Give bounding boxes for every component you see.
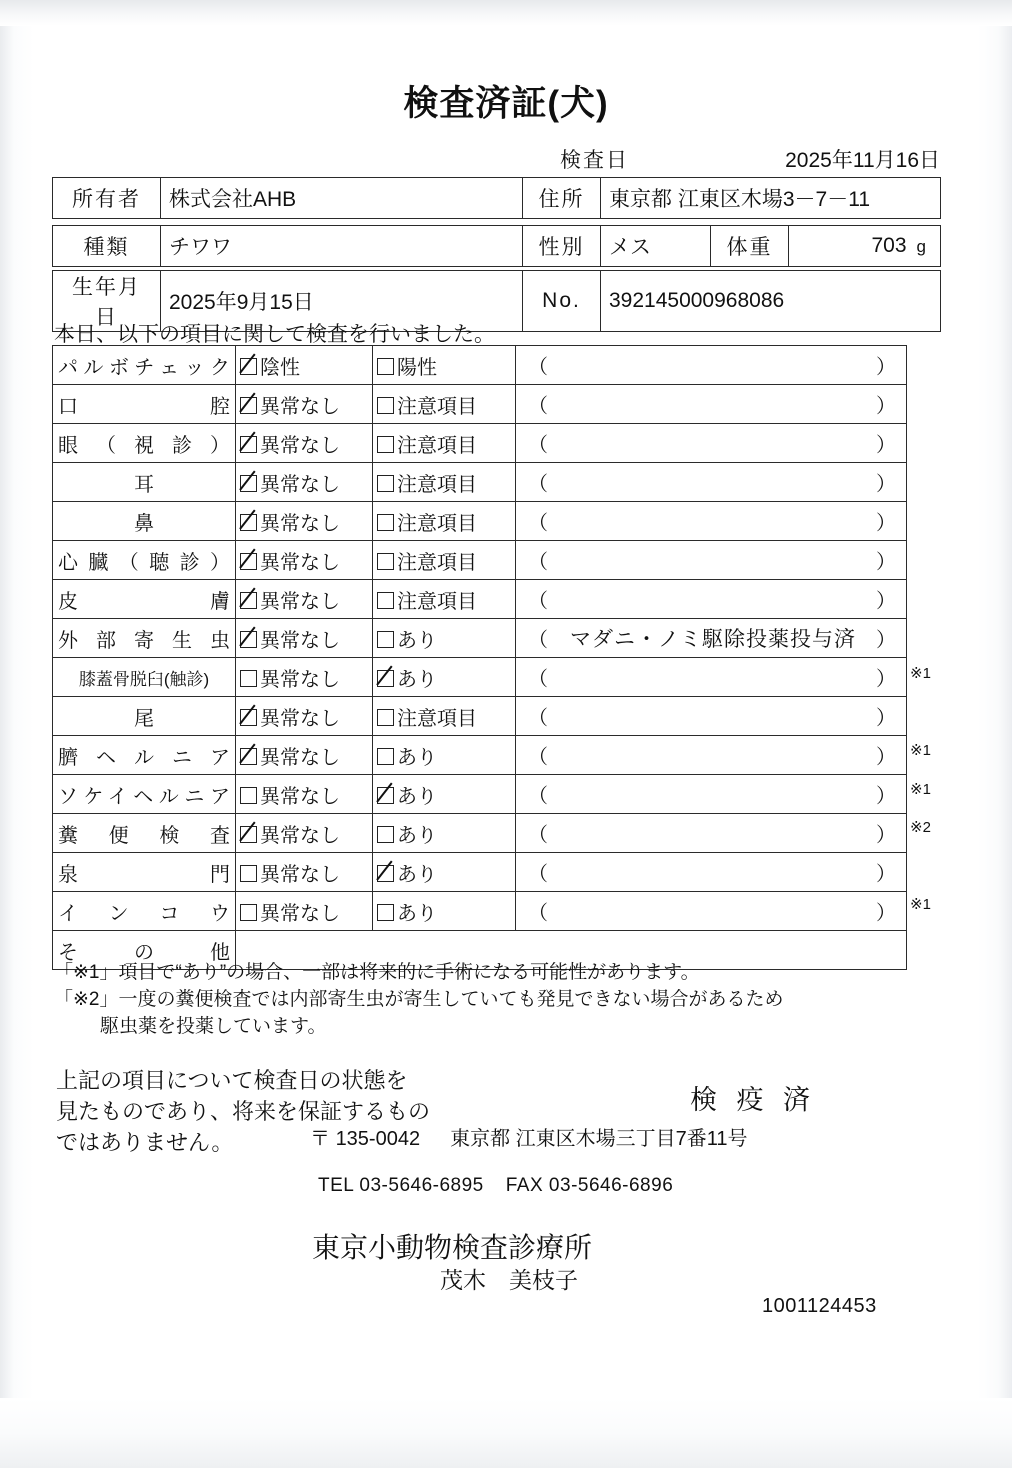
paren-left: （ bbox=[528, 590, 548, 613]
exam-row bbox=[53, 853, 907, 892]
paren-right: ） bbox=[876, 512, 896, 535]
exam-row bbox=[53, 697, 907, 736]
inspection-date-value: 2025年11月16日 bbox=[785, 149, 940, 172]
exam-note-cell[interactable] bbox=[516, 736, 907, 775]
footnote-marker: ※1 bbox=[910, 780, 931, 798]
weight-label: 体重 bbox=[711, 226, 789, 267]
exam-item-label: 口腔 bbox=[53, 385, 236, 424]
exam-option-label: あり bbox=[397, 668, 437, 691]
owner-label: 所有者 bbox=[53, 178, 161, 219]
checkbox-icon[interactable] bbox=[377, 631, 394, 648]
exam-option-opt1[interactable] bbox=[236, 853, 373, 892]
exam-row bbox=[53, 502, 907, 541]
clinic-address bbox=[310, 1122, 748, 1151]
checkbox-checked-icon[interactable] bbox=[240, 592, 257, 609]
footnote-1: 「※1」項目で“あり”の場合、一部は将来的に手術になる可能性があります。 bbox=[54, 962, 700, 983]
checkbox-icon[interactable] bbox=[377, 436, 394, 453]
paren-left: （ bbox=[528, 473, 548, 496]
exam-item-label: 鼻 bbox=[53, 502, 236, 541]
sex-value: メス bbox=[601, 226, 711, 267]
exam-item-label: 尾 bbox=[53, 697, 236, 736]
paren-left: （ bbox=[528, 824, 548, 847]
footnote-marker: ※2 bbox=[910, 819, 931, 836]
exam-item-label: 皮膚 bbox=[53, 580, 236, 619]
exam-option-label: 注意項目 bbox=[397, 590, 477, 613]
exam-option-label: 注意項目 bbox=[397, 395, 477, 418]
paren-left: （ bbox=[528, 902, 548, 925]
paren-right: ） bbox=[876, 629, 896, 652]
exam-option-opt1[interactable] bbox=[236, 580, 373, 619]
exam-item-label: 心臓（聴診） bbox=[53, 541, 236, 580]
exam-row bbox=[53, 385, 907, 424]
clinic-fax: FAX 03-5646-6896 bbox=[505, 1175, 674, 1196]
exam-option-opt1[interactable] bbox=[236, 346, 373, 385]
exam-option-opt1[interactable] bbox=[236, 424, 373, 463]
paren-left: （ bbox=[528, 551, 548, 574]
exam-option-opt1[interactable] bbox=[236, 736, 373, 775]
exam-option-label: 注意項目 bbox=[397, 473, 477, 496]
footnote-marker: ※1 bbox=[910, 665, 931, 682]
clinic-contact bbox=[318, 1175, 673, 1197]
exam-note-cell[interactable] bbox=[516, 502, 907, 541]
exam-option-label: 異常なし bbox=[260, 785, 340, 808]
exam-option-opt2[interactable] bbox=[373, 775, 516, 814]
checkbox-checked-icon[interactable] bbox=[240, 475, 257, 492]
checkbox-icon[interactable] bbox=[377, 475, 394, 492]
exam-option-label: あり bbox=[397, 863, 437, 886]
exam-note-cell[interactable] bbox=[516, 892, 907, 931]
weight-value: 703 bbox=[871, 234, 907, 257]
table-row bbox=[53, 226, 941, 267]
clinic-name: 東京小動物検査診療所 bbox=[312, 1232, 593, 1263]
exam-note-cell[interactable] bbox=[516, 580, 907, 619]
paren-left: （ bbox=[528, 629, 548, 652]
breed-value: チワワ bbox=[161, 226, 523, 267]
exam-item-label: ソケイヘルニア bbox=[53, 775, 236, 814]
footnote-2: 「※2」一度の糞便検査では内部寄生虫が寄生していても発見できない場合があるため bbox=[54, 988, 784, 1010]
checkbox-icon[interactable] bbox=[240, 670, 257, 687]
breed-info-table bbox=[52, 225, 941, 267]
exam-note-cell[interactable] bbox=[516, 463, 907, 502]
paren-left: （ bbox=[528, 707, 548, 730]
exam-option-label: 異常なし bbox=[260, 434, 340, 457]
exam-option-label: 異常なし bbox=[260, 512, 340, 535]
checkbox-checked-icon[interactable] bbox=[240, 748, 257, 765]
paren-left: （ bbox=[528, 512, 548, 535]
paren-left: （ bbox=[528, 863, 548, 886]
checkbox-icon[interactable] bbox=[240, 787, 257, 804]
paren-right: ） bbox=[876, 590, 896, 613]
exam-option-opt2[interactable] bbox=[373, 619, 516, 658]
veterinarian-name: 茂木 美枝子 bbox=[440, 1267, 578, 1293]
exam-item-label: 糞便検査 bbox=[53, 814, 236, 853]
exam-item-label: その他 bbox=[53, 931, 236, 970]
checkbox-icon[interactable] bbox=[240, 904, 257, 921]
checkbox-checked-icon[interactable] bbox=[240, 709, 257, 726]
exam-item-label: 泉門 bbox=[53, 853, 236, 892]
exam-note-cell[interactable] bbox=[516, 619, 907, 658]
checkbox-icon[interactable] bbox=[377, 904, 394, 921]
footnote-marker: ※1 bbox=[910, 896, 931, 913]
paren-left: （ bbox=[528, 668, 548, 691]
exam-option-label: 異常なし bbox=[260, 668, 340, 691]
exam-note-cell[interactable] bbox=[516, 424, 907, 463]
exam-row bbox=[53, 463, 907, 502]
paren-right: ） bbox=[876, 746, 896, 769]
exam-option-label: 異常なし bbox=[260, 746, 340, 769]
exam-row bbox=[53, 775, 907, 814]
checkbox-icon[interactable] bbox=[377, 397, 394, 414]
exam-option-label: あり bbox=[397, 629, 437, 652]
checkbox-icon[interactable] bbox=[377, 826, 394, 843]
exam-option-opt1[interactable] bbox=[236, 385, 373, 424]
exam-option-opt1[interactable] bbox=[236, 775, 373, 814]
checkbox-checked-icon[interactable] bbox=[240, 514, 257, 531]
exam-row bbox=[53, 892, 907, 931]
exam-note-cell[interactable] bbox=[516, 346, 907, 385]
exam-option-opt1[interactable] bbox=[236, 502, 373, 541]
exam-option-label: あり bbox=[397, 746, 437, 769]
exam-option-opt1[interactable] bbox=[236, 892, 373, 931]
exam-item-label: インコウ bbox=[53, 892, 236, 931]
exam-option-label: 注意項目 bbox=[397, 512, 477, 535]
paren-right: ） bbox=[876, 434, 896, 457]
checkbox-icon[interactable] bbox=[377, 592, 394, 609]
exam-option-opt1[interactable] bbox=[236, 463, 373, 502]
weight-cell bbox=[789, 226, 941, 267]
exam-item-label: パルボチェック bbox=[53, 346, 236, 385]
quarantine-stamp: 検 疫 済 bbox=[690, 1085, 817, 1115]
disclaimer-line-3: ではありません。 bbox=[56, 1130, 234, 1156]
exam-note-cell[interactable] bbox=[516, 385, 907, 424]
paren-right: ） bbox=[876, 551, 896, 574]
exam-option-label: 異常なし bbox=[260, 590, 340, 613]
exam-option-label: 異常なし bbox=[260, 863, 340, 886]
exam-row bbox=[53, 541, 907, 580]
paren-right: ） bbox=[876, 785, 896, 808]
address-value: 東京都 江東区木場3－7－11 bbox=[601, 178, 941, 219]
exam-option-label: 異常なし bbox=[260, 473, 340, 496]
exam-note-text: マダニ・ノミ駆除投薬投与済 bbox=[570, 628, 856, 651]
exam-option-opt2[interactable] bbox=[373, 736, 516, 775]
exam-option-opt2[interactable] bbox=[373, 892, 516, 931]
exam-item-label: 耳 bbox=[53, 463, 236, 502]
paren-right: ） bbox=[876, 356, 896, 379]
exam-option-opt1[interactable] bbox=[236, 658, 373, 697]
document-number: 1001124453 bbox=[762, 1295, 877, 1317]
checkbox-checked-icon[interactable] bbox=[240, 553, 257, 570]
owner-info-table bbox=[52, 177, 941, 219]
checkbox-icon[interactable] bbox=[240, 865, 257, 882]
exam-option-label: 異常なし bbox=[260, 629, 340, 652]
postal-code-value: 135-0042 bbox=[335, 1128, 421, 1150]
weight-unit: g bbox=[916, 237, 926, 256]
number-label: No. bbox=[523, 271, 601, 332]
checkbox-checked-icon[interactable] bbox=[377, 670, 394, 687]
exam-option-label: 異常なし bbox=[260, 551, 340, 574]
exam-note-cell[interactable] bbox=[516, 658, 907, 697]
intro-text: 本日、以下の項目に関して検査を行いました。 bbox=[54, 323, 495, 346]
exam-option-label: あり bbox=[397, 902, 437, 925]
exam-option-opt2[interactable] bbox=[373, 658, 516, 697]
exam-option-opt2[interactable] bbox=[373, 814, 516, 853]
postal-code bbox=[310, 1128, 420, 1150]
exam-option-opt2[interactable] bbox=[373, 580, 516, 619]
exam-option-label: 異常なし bbox=[260, 707, 340, 730]
footnotes bbox=[54, 960, 784, 1041]
clinic-address-value: 東京都 江東区木場三丁目7番11号 bbox=[450, 1128, 748, 1150]
exam-option-label: 陰性 bbox=[260, 356, 300, 379]
paren-left: （ bbox=[528, 356, 548, 379]
exam-item-label: 膝蓋骨脱臼(触診) bbox=[53, 658, 236, 697]
checkbox-icon[interactable] bbox=[377, 358, 394, 375]
exam-note-cell[interactable] bbox=[516, 697, 907, 736]
paren-left: （ bbox=[528, 746, 548, 769]
checkbox-checked-icon[interactable] bbox=[240, 436, 257, 453]
exam-row bbox=[53, 814, 907, 853]
exam-option-label: 注意項目 bbox=[397, 434, 477, 457]
exam-table bbox=[52, 345, 907, 970]
exam-option-opt2[interactable] bbox=[373, 502, 516, 541]
address-label: 住所 bbox=[523, 178, 601, 219]
checkbox-icon[interactable] bbox=[377, 514, 394, 531]
sex-label: 性別 bbox=[523, 226, 601, 267]
exam-item-label: 外部寄生虫 bbox=[53, 619, 236, 658]
breed-label: 種類 bbox=[53, 226, 161, 267]
inspection-date bbox=[560, 144, 940, 174]
exam-option-label: 異常なし bbox=[260, 824, 340, 847]
footnote-2-cont: 駆虫薬を投薬しています。 bbox=[100, 1015, 327, 1037]
paren-left: （ bbox=[528, 395, 548, 418]
checkbox-icon[interactable] bbox=[377, 709, 394, 726]
exam-item-label: 臍ヘルニア bbox=[53, 736, 236, 775]
exam-option-opt2[interactable] bbox=[373, 424, 516, 463]
exam-option-opt1[interactable] bbox=[236, 697, 373, 736]
birthdate-label: 生年月日 bbox=[53, 271, 161, 332]
footnote-marker: ※1 bbox=[910, 742, 931, 759]
exam-note-cell[interactable] bbox=[516, 541, 907, 580]
exam-option-opt1[interactable] bbox=[236, 541, 373, 580]
paren-right: ） bbox=[876, 902, 896, 925]
exam-option-opt2[interactable] bbox=[373, 541, 516, 580]
disclaimer-line-2: 見たものであり、将来を保証するもの bbox=[56, 1099, 431, 1125]
exam-item-label: 眼（視診） bbox=[53, 424, 236, 463]
exam-row bbox=[53, 424, 907, 463]
owner-value: 株式会社AHB bbox=[161, 178, 523, 219]
number-value: 392145000968086 bbox=[601, 271, 941, 332]
exam-option-opt1[interactable] bbox=[236, 814, 373, 853]
exam-option-opt2[interactable] bbox=[373, 853, 516, 892]
checkbox-icon[interactable] bbox=[377, 553, 394, 570]
paren-right: ） bbox=[876, 668, 896, 691]
exam-option-label: あり bbox=[397, 785, 437, 808]
paren-right: ） bbox=[876, 863, 896, 886]
exam-option-label: 注意項目 bbox=[397, 551, 477, 574]
checkbox-checked-icon[interactable] bbox=[240, 826, 257, 843]
exam-option-label: 注意項目 bbox=[397, 707, 477, 730]
paren-right: ） bbox=[876, 473, 896, 496]
exam-note-cell[interactable] bbox=[516, 853, 907, 892]
table-row bbox=[53, 178, 941, 219]
checkbox-icon[interactable] bbox=[377, 748, 394, 765]
checkbox-checked-icon[interactable] bbox=[240, 631, 257, 648]
checkbox-checked-icon[interactable] bbox=[377, 787, 394, 804]
scan-edge-top bbox=[0, 0, 1012, 26]
exam-option-label: あり bbox=[397, 824, 437, 847]
page-title: 検査済証(犬) bbox=[403, 84, 609, 123]
exam-note-cell[interactable] bbox=[516, 775, 907, 814]
paren-right: ） bbox=[876, 395, 896, 418]
exam-option-label: 陽性 bbox=[397, 356, 437, 379]
exam-option-opt2[interactable] bbox=[373, 463, 516, 502]
exam-option-label: 異常なし bbox=[260, 902, 340, 925]
paren-right: ） bbox=[876, 707, 896, 730]
birthdate-value: 2025年9月15日 bbox=[161, 271, 523, 332]
clinic-tel: TEL 03-5646-6895 bbox=[318, 1175, 484, 1196]
exam-option-opt2[interactable] bbox=[373, 385, 516, 424]
postal-symbol: 〒 bbox=[310, 1128, 330, 1150]
scan-edge-bottom bbox=[0, 1398, 1012, 1468]
exam-option-opt2[interactable] bbox=[373, 346, 516, 385]
checkbox-checked-icon[interactable] bbox=[240, 358, 257, 375]
exam-option-opt1[interactable] bbox=[236, 619, 373, 658]
exam-note-cell[interactable] bbox=[516, 814, 907, 853]
exam-option-label: 異常なし bbox=[260, 395, 340, 418]
paren-left: （ bbox=[528, 785, 548, 808]
exam-row bbox=[53, 658, 907, 697]
exam-row bbox=[53, 736, 907, 775]
exam-row bbox=[53, 346, 907, 385]
paren-right: ） bbox=[876, 824, 896, 847]
inspection-date-label: 検査日 bbox=[560, 149, 629, 172]
exam-option-opt2[interactable] bbox=[373, 697, 516, 736]
exam-row bbox=[53, 580, 907, 619]
exam-row bbox=[53, 619, 907, 658]
disclaimer-line-1: 上記の項目について検査日の状態を bbox=[56, 1068, 408, 1093]
checkbox-checked-icon[interactable] bbox=[377, 865, 394, 882]
paren-left: （ bbox=[528, 434, 548, 457]
checkbox-checked-icon[interactable] bbox=[240, 397, 257, 414]
